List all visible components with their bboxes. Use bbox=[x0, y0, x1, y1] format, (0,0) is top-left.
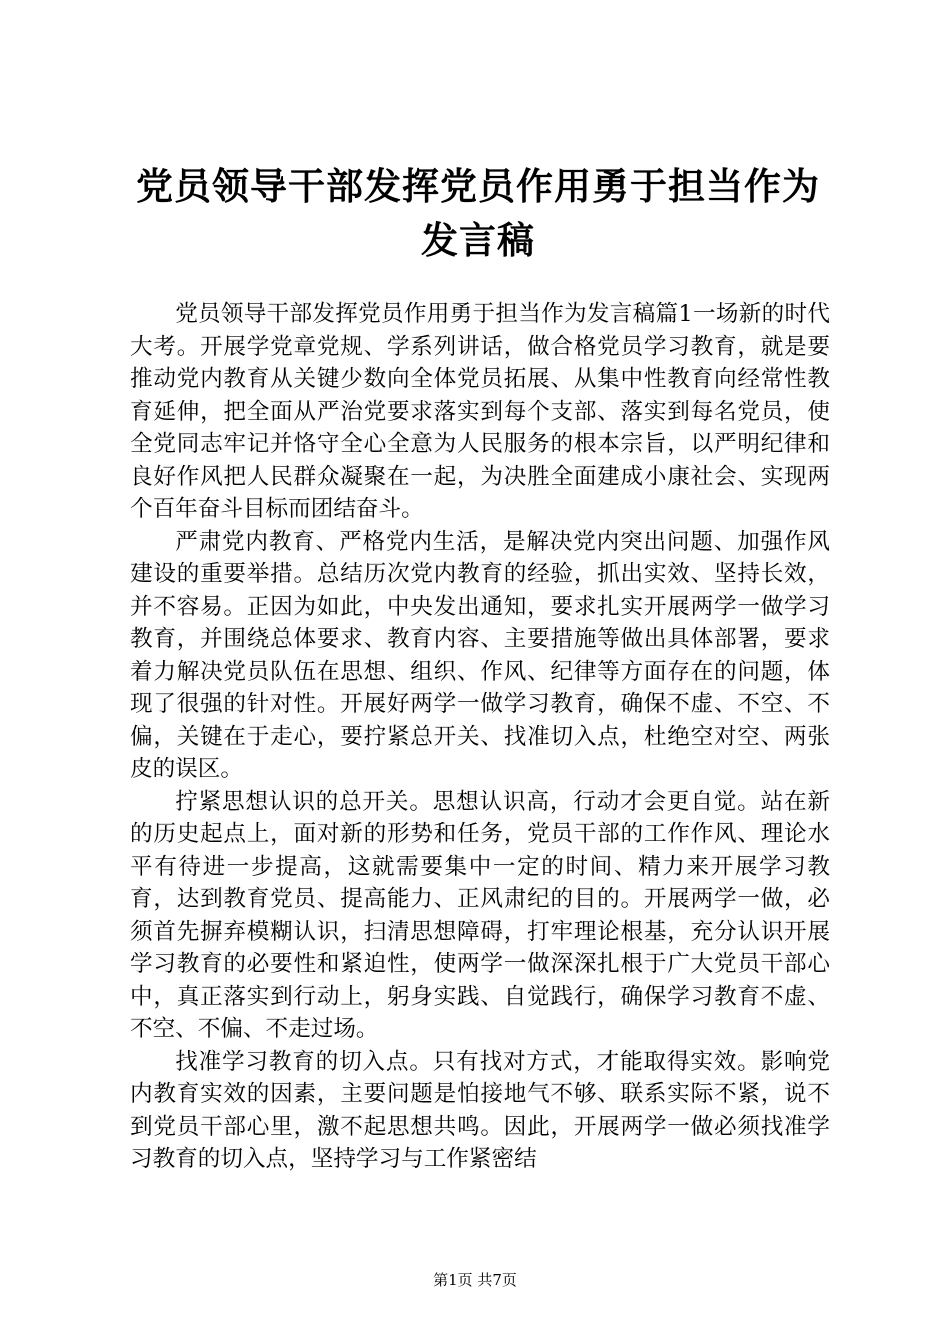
paragraph-1: 党员领导干部发挥党员作用勇于担当作为发言稿篇1一场新的时代大考。开展学党章党规、学系列讲话，做合格党员学习教育，就是要推动党内教育从关键少数向全体党员拓展、从集中性教育向经常性教育延伸，把全面从严治党要求落实到每个支部、落实到每名党员，使全党同志牢记并恪守全心全意为人民服务的根本宗旨，以严明纪律和良好作风把人民群众凝聚在一起，为决胜全面建成小康社会、实现两个百年奋斗目标而团结奋斗。 bbox=[130, 301, 830, 522]
document-title: 党员领导干部发挥党员作用勇于担当作为发言稿 bbox=[136, 165, 820, 262]
paragraph-4: 找准学习教育的切入点。只有找对方式，才能取得实效。影响党内教育实效的因素，主要问题是怕接地气不够、联系实际不紧，说不到党员干部心里，激不起思想共鸣。因此，开展两学一做必须找准学习教育的切入点，坚持学习与工作紧密结 bbox=[130, 1048, 830, 1172]
paragraph-2: 严肃党内教育、严格党内生活，是解决党内突出问题、加强作风建设的重要举措。总结历次党内教育的经验，抓出实效、坚持长效，并不容易。正因为如此，中央发出通知，要求扎实开展两学一做学习教育，并围绕总体要求、教育内容、主要措施等做出具体部署，要求着力解决党员队伍在思想、组织、作风、纪律等方面存在的问题，体现了很强的针对性。开展好两学一做学习教育，确保不虚、不空、不偏，关键在于走心，要拧紧总开关、找准切入点，杜绝空对空、两张皮的误区。 bbox=[130, 528, 830, 782]
page-footer bbox=[0, 1270, 950, 1290]
page-indicator: 第1页 共7页 bbox=[433, 1271, 517, 1289]
document-body bbox=[130, 298, 830, 1176]
paragraph-3: 拧紧思想认识的总开关。思想认识高，行动才会更自觉。站在新的历史起点上，面对新的形势和任务，党员干部的工作作风、理论水平有待进一步提高，这就需要集中一定的时间、精力来开展学习教育，达到教育党员、提高能力、正风肃纪的目的。开展两学一做，必须首先摒弃模糊认识，扫清思想障碍，打牢理论根基，充分认识开展学习教育的必要性和紧迫性，使两学一做深深扎根于广大党员干部心中，真正落实到行动上，躬身实践、自觉践行，确保学习教育不虚、不空、不偏、不走过场。 bbox=[130, 788, 830, 1042]
